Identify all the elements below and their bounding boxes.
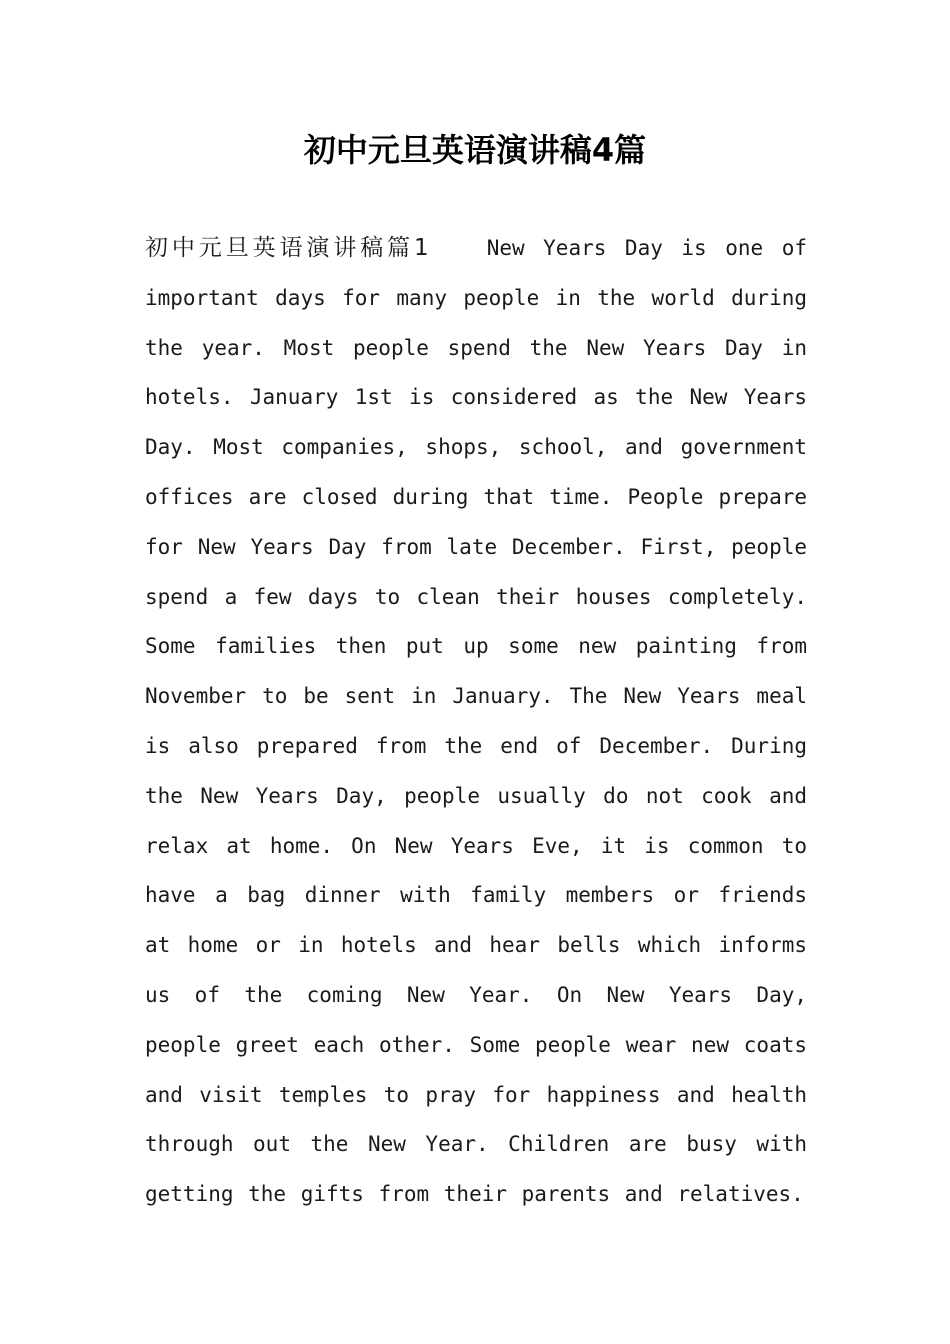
document-title: 初中元旦英语演讲稿4篇 <box>303 131 647 169</box>
body-paragraph <box>145 224 807 1220</box>
paragraph-text: New Years Day is one of important days for many people in the world during the year. Most people spend the New Years Day in hotels. January 1st is considered as the New Years Day. Most companies, shops, school, and government offices are closed during that time. People prepare for New Years Day from late December. First, people spend a few days to clean their houses completely. Some families then put up some new painting from November to be sent in January. The New Years meal is also prepared from the end of December. During the New Years Day, people usually do not cook and relax at home. On New Years Eve, it is common to have a bag dinner with family members or friends at home or in hotels and hear bells which informs us of the coming New Year. On New Years Day, people greet each other. Some people wear new coats and visit temples to pray for happiness and health through out the New Year. Children are busy with getting the gifts from their parents and relatives. <box>145 236 807 1207</box>
section-heading: 初中元旦英语演讲稿篇1 <box>145 235 429 261</box>
